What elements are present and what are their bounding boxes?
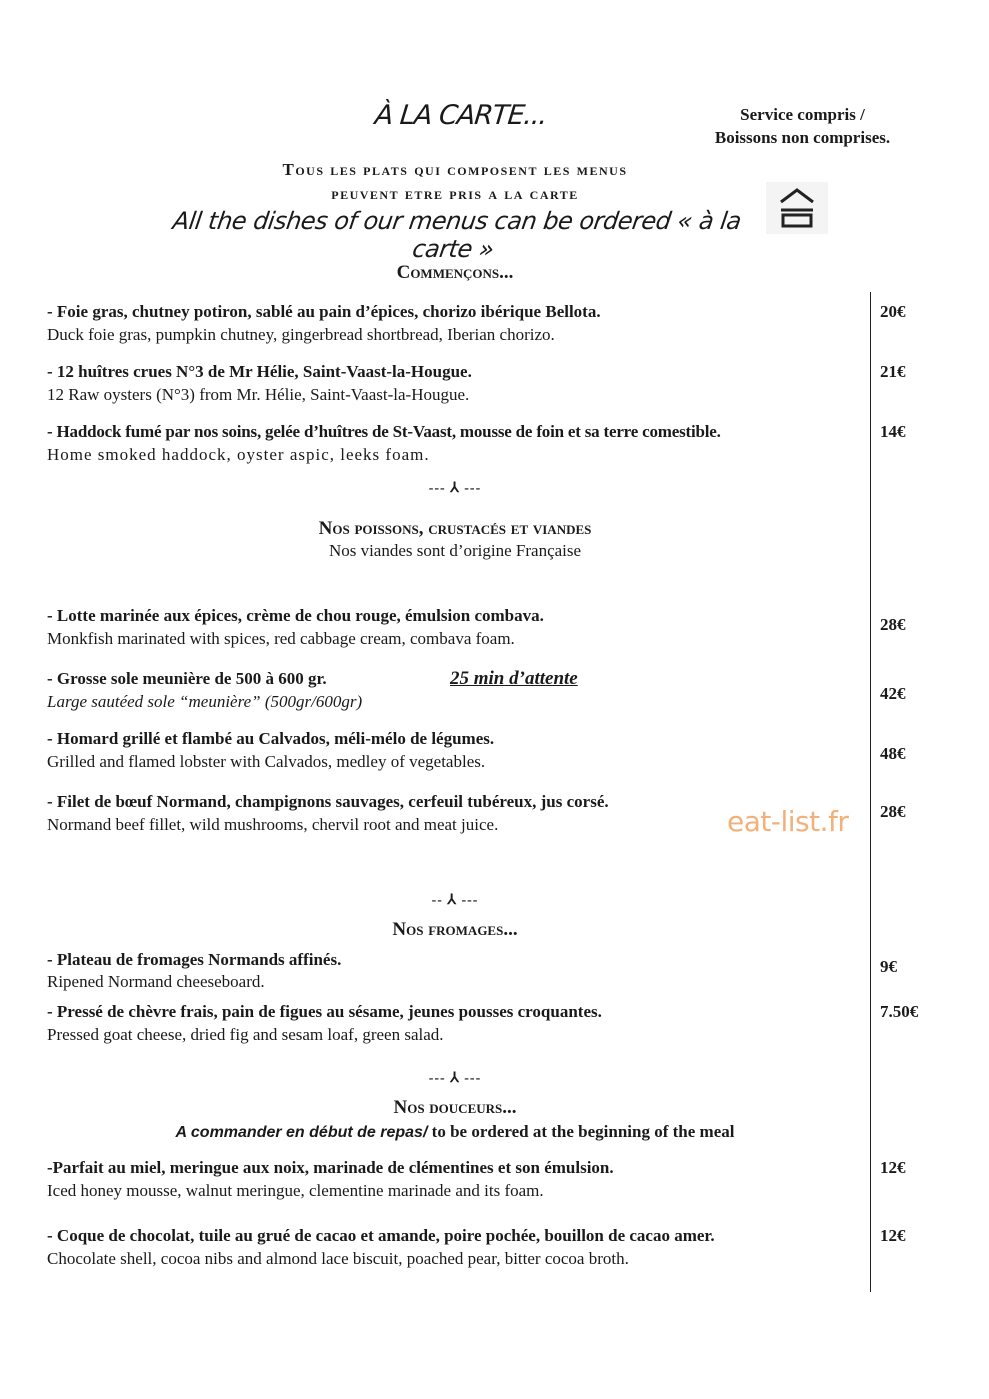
main-3-fr: - Homard grillé et flambé au Calvados, méli-mélo de légumes. xyxy=(47,729,495,748)
section-title-cheeses: Nos fromages... xyxy=(392,919,518,940)
dessert-1-price: 12€ xyxy=(880,1158,906,1177)
starter-2-fr: - 12 huîtres crues N°3 de Mr Hélie, Saint-Vaast-la-Hougue. xyxy=(47,362,472,381)
a-la-carte-english-note: All the dishes of our menus can be ordered « à la carte » xyxy=(171,207,743,263)
service-line-1: Service compris / xyxy=(740,105,865,124)
cheese-2-en: Pressed goat cheese, dried fig and sesam loaf, green salad. xyxy=(47,1025,444,1044)
main-2-en: Large sautéed sole “meunière” (500gr/600gr) xyxy=(47,692,363,711)
starter-2-price: 21€ xyxy=(880,362,906,381)
starter-1-price: 20€ xyxy=(880,302,906,321)
main-3-en: Grilled and flamed lobster with Calvados, medley of vegetables. xyxy=(47,752,486,771)
cheese-1-en: Ripened Normand cheeseboard. xyxy=(47,972,265,991)
dessert-2-fr: - Coque de chocolat, tuile au grué de cacao et amande, poire pochée, bouillon de cacao amer. xyxy=(47,1226,715,1245)
main-4-fr: - Filet de bœuf Normand, champignons sauvages, cerfeuil tubéreux, jus corsé. xyxy=(47,792,609,811)
dessert-2-en: Chocolate shell, cocoa nibs and almond lace biscuit, poached pear, bitter cocoa broth. xyxy=(47,1249,629,1268)
starter-1-fr: - Foie gras, chutney potiron, sablé au pain d’épices, chorizo ibérique Bellota. xyxy=(47,302,601,321)
main-1-price: 28€ xyxy=(880,615,906,634)
separator-3: --- ⅄ --- xyxy=(428,1071,482,1086)
starter-3-fr: - Haddock fumé par nos soins, gelée d’huîtres de St-Vaast, mousse de foin et sa terre comestible. xyxy=(47,422,721,441)
separator-2: -- ⅄ --- xyxy=(431,893,479,908)
separator-1: --- ⅄ --- xyxy=(428,481,482,496)
wait-time-note: 25 min d’attente xyxy=(450,668,578,689)
a-la-carte-note-line-1: Tous les plats qui composent les menus xyxy=(282,160,628,179)
page-title: À LA CARTE... xyxy=(373,100,549,131)
cheese-2-fr: - Pressé de chèvre frais, pain de figues au sésame, jeunes pousses croquantes. xyxy=(47,1002,602,1021)
price-column-divider xyxy=(870,292,871,1292)
a-la-carte-note-line-2: peuvent etre pris a la carte xyxy=(331,184,579,203)
watermark: eat-list.fr xyxy=(727,805,849,838)
main-3-price: 48€ xyxy=(880,744,906,763)
main-4-en: Normand beef fillet, wild mushrooms, chervil root and meat juice. xyxy=(47,815,499,834)
starter-1-en: Duck foie gras, pumpkin chutney, gingerbread shortbread, Iberian chorizo. xyxy=(47,325,555,344)
service-note xyxy=(690,103,915,149)
cheese-1-fr: - Plateau de fromages Normands affinés. xyxy=(47,950,342,969)
main-1-en: Monkfish marinated with spices, red cabbage cream, combava foam. xyxy=(47,629,515,648)
dessert-order-note-en: to be ordered at the beginning of the meal xyxy=(427,1122,735,1141)
main-2-fr: - Grosse sole meunière de 500 à 600 gr. xyxy=(47,669,327,688)
main-1-fr: - Lotte marinée aux épices, crème de chou rouge, émulsion combava. xyxy=(47,606,544,625)
section-title-desserts: Nos douceurs... xyxy=(393,1097,517,1118)
mains-subtitle: Nos viandes sont d’origine Française xyxy=(328,541,582,560)
starter-3-en: Home smoked haddock, oyster aspic, leeks foam. xyxy=(47,445,430,464)
dessert-1-fr: -Parfait au miel, meringue aux noix, marinade de clémentines et son émulsion. xyxy=(47,1158,614,1177)
starter-2-en: 12 Raw oysters (N°3) from Mr. Hélie, Saint-Vaast-la-Hougue. xyxy=(47,385,470,404)
service-line-2: Boissons non comprises. xyxy=(714,128,891,147)
dessert-2-price: 12€ xyxy=(880,1226,906,1245)
dessert-1-en: Iced honey mousse, walnut meringue, clementine marinade and its foam. xyxy=(47,1181,544,1200)
main-2-price: 42€ xyxy=(880,684,906,703)
a-la-carte-note xyxy=(150,158,760,206)
dessert-order-note-fr: A commander en début de repas/ xyxy=(175,1124,428,1141)
cheese-1-price: 9€ xyxy=(880,957,897,976)
starter-3-price: 14€ xyxy=(880,422,906,441)
section-title-mains: Nos poissons, crustacés et viandes xyxy=(318,518,592,539)
main-4-price: 28€ xyxy=(880,802,906,821)
dessert-order-note xyxy=(100,1122,810,1142)
house-logo-icon xyxy=(766,182,828,234)
cheese-2-price: 7.50€ xyxy=(880,1002,919,1021)
section-title-starters: Commençons... xyxy=(396,262,514,283)
